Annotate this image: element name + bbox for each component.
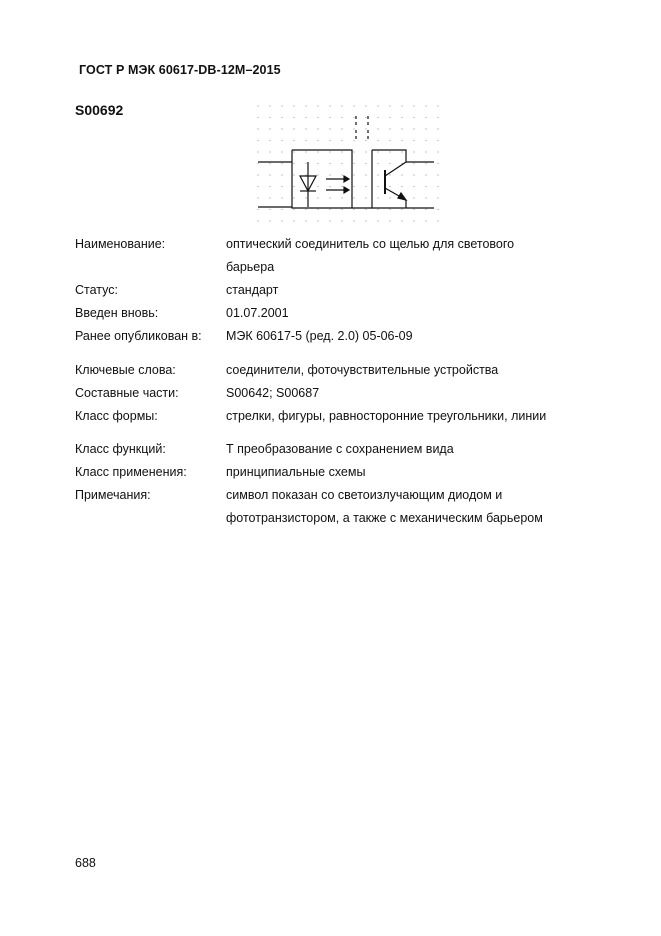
page-number: 688 (75, 856, 96, 870)
status-value: стандарт (226, 283, 279, 297)
application-class-value: принципиальные схемы (226, 465, 366, 479)
document-header: ГОСТ Р МЭК 60617-DB-12M–2015 (79, 63, 281, 77)
introduced-label: Введен вновь: (75, 306, 159, 320)
function-class-value: Т преобразование с сохранением вида (226, 442, 454, 456)
symbol-lines (258, 116, 434, 208)
grid-dots (257, 105, 438, 221)
status-label: Статус: (75, 283, 118, 297)
keywords-label: Ключевые слова: (75, 363, 176, 377)
shape-class-label: Класс формы: (75, 409, 158, 423)
notes-label: Примечания: (75, 488, 151, 502)
name-value-line1: оптический соединитель со щелью для светового (226, 237, 515, 251)
published-label: Ранее опубликован в: (75, 329, 202, 343)
name-label: Наименование: (75, 237, 166, 251)
notes-value-line1: символ показан со светоизлучающим диодом и (226, 488, 503, 502)
optocoupler-slot-symbol (250, 100, 450, 228)
function-class-label: Класс функций: (75, 442, 166, 456)
parts-value: S00642; S00687 (226, 386, 320, 400)
parts-label: Составные части: (75, 386, 179, 400)
keywords-value: соединители, фоточувствительные устройства (226, 363, 499, 377)
introduced-value: 01.07.2001 (226, 306, 289, 320)
shape-class-value: стрелки, фигуры, равносторонние треугольники, линии (226, 409, 547, 423)
notes-value-line2: фототранзистором, а также с механическим барьером (226, 511, 543, 525)
published-value: МЭК 60617-5 (ред. 2.0) 05-06-09 (226, 329, 413, 343)
application-class-label: Класс применения: (75, 465, 187, 479)
symbol-id: S00692 (75, 102, 124, 118)
name-value-line2: барьера (226, 260, 275, 274)
